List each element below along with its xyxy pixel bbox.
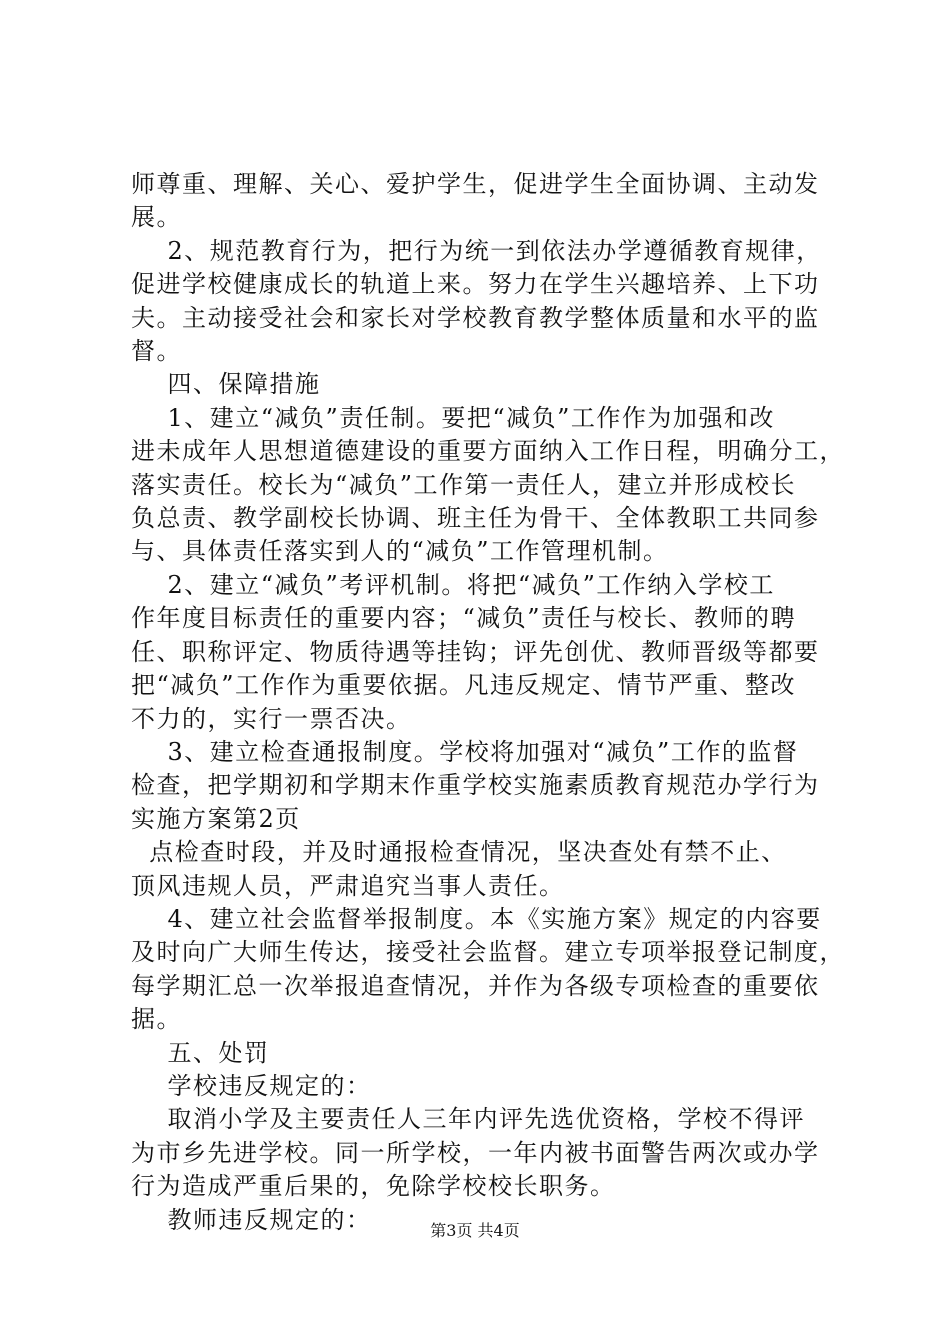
text-line: 落实责任。校长为“减负”工作第一责任人，建立并形成校长 xyxy=(131,470,797,499)
text-line: 及时向广大师生传达，接受社会监督。建立专项举报登记制度， xyxy=(131,938,845,967)
text-line: 夫。主动接受社会和家长对学校教育教学整体质量和水平的监 xyxy=(131,303,820,332)
page-footer: 第3页 共4页 xyxy=(430,1221,520,1240)
text-line: 3、建立检查通报制度。学校将加强对“减负”工作的监督 xyxy=(131,737,799,766)
text-line: 不力的，实行一票否决。 xyxy=(131,704,412,733)
text-line: 取消小学及主要责任人三年内评先选优资格，学校不得评 xyxy=(131,1105,806,1134)
text-line: 点检查时段，并及时通报检查情况，坚决查处有禁不止、 xyxy=(131,838,787,867)
text-line: 据。 xyxy=(131,1005,182,1034)
text-line: 每学期汇总一次举报追查情况，并作为各级专项检查的重要依 xyxy=(131,971,820,1000)
text-line: 行为造成严重后果的，免除学校校长职务。 xyxy=(131,1172,616,1201)
text-line: 负总责、教学副校长协调、班主任为骨干、全体教职工共同参 xyxy=(131,504,820,533)
text-line: 实施方案第2页 xyxy=(131,804,301,833)
text-line: 1、建立“减负”责任制。要把“减负”工作作为加强和改 xyxy=(131,403,775,432)
text-line: 2、建立“减负”考评机制。将把“减负”工作纳入学校工 xyxy=(131,570,775,599)
text-line: 进未成年人思想道德建设的重要方面纳入工作日程，明确分工， xyxy=(131,437,845,466)
text-line: 展。 xyxy=(131,203,182,232)
text-line: 督。 xyxy=(131,337,182,366)
text-line: 作年度目标责任的重要内容；“减负”责任与校长、教师的聘 xyxy=(131,604,797,633)
text-line: 2、规范教育行为，把行为统一到依法办学遵循教育规律， xyxy=(131,236,822,265)
section-heading: 五、处罚 xyxy=(131,1038,270,1067)
text-line: 与、具体责任落实到人的“减负”工作管理机制。 xyxy=(131,537,669,566)
section-heading: 四、保障措施 xyxy=(131,370,321,399)
text-line: 检查，把学期初和学期末作重学校实施素质教育规范办学行为 xyxy=(131,771,820,800)
text-line: 4、建立社会监督举报制度。本《实施方案》规定的内容要 xyxy=(131,904,822,933)
document-body xyxy=(131,168,851,1237)
text-line: 师尊重、理解、关心、爱护学生，促进学生全面协调、主动发 xyxy=(131,170,820,198)
text-line: 促进学校健康成长的轨道上来。努力在学生兴趣培养、上下功 xyxy=(131,270,820,299)
text-line: 学校违反规定的： xyxy=(131,1071,372,1100)
text-line: 教师违反规定的： xyxy=(131,1205,372,1234)
text-line: 把“减负”工作作为重要依据。凡违反规定、情节严重、整改 xyxy=(131,671,797,700)
text-line: 任、职称评定、物质待遇等挂钩；评先创优、教师晋级等都要 xyxy=(131,637,820,666)
text-line: 为市乡先进学校。同一所学校，一年内被书面警告两次或办学 xyxy=(131,1138,820,1167)
text-line: 顶风违规人员，严肃追究当事人责任。 xyxy=(131,871,565,900)
